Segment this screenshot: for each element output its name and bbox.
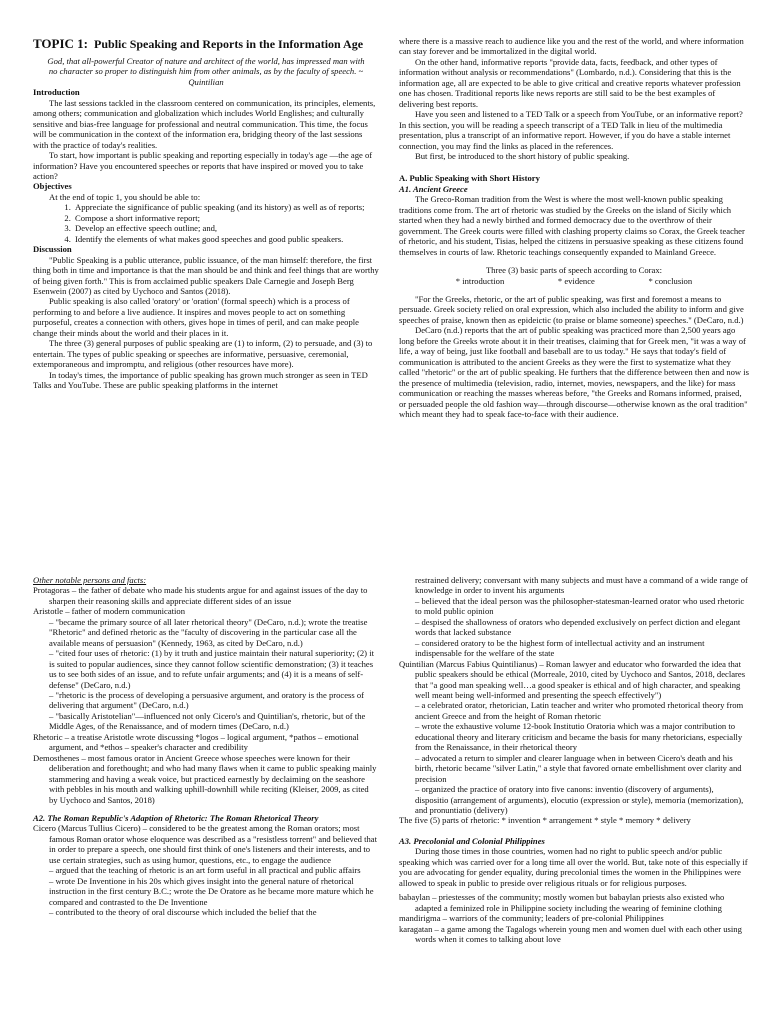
greeks-rhetoric-quote: "For the Greeks, rhetoric, or the art of public speaking, was first and foremost a means to persuade. Greek society relied on oral expression, which also included the ability to inform and give speeches of praise, known then as epideictic (to praise or blame someone) speeches." (DeCaro, n.d.) [399, 293, 744, 325]
cicero-note: – believed that the ideal person was the philosopher-statesman-learned orator who used rhetoric to mold public opinion [415, 595, 745, 617]
corax-parts-list [399, 276, 749, 286]
section-a-heading: A. Public Speaking with Short History [399, 173, 540, 184]
objective-item: 2. Compose a short informative report; [73, 213, 379, 223]
cicero-note: – argued that the teaching of rhetoric is an art form useful in all practical and public affairs [49, 865, 361, 876]
discussion-paragraph-1: "Public Speaking is a public utterance, public issuance, of the man himself: therefore, the first thing both in time and importance is that the man should be and think and feel things that are worthy of being given forth." This is from acclaimed public speakers Dale Carnegie and Joseph Berg Esenwein (2007) as cited by Uychoco and Santos (2018). [33, 254, 379, 296]
reports-paragraph: On the other hand, informative reports "provide data, facts, feedback, and other types of information without analysis or recommendations" (Lombardo, n.d.). Considering that this is the information age, all are expected to be able to give critical and creative reports whatever profession one has chosen. Traditional reports like news reports are still said to be the best examples of delivering best reports. [399, 56, 741, 109]
karagatan-entry: karagatan – a game among the Tagalogs wherein young men and women duel with each other using words when it comes to talking about love [399, 923, 742, 944]
discussion-paragraph-3: The three (3) general purposes of public speaking are (1) to inform, (2) to persuade, and (3) to entertain. The types of public speaking or speeches are informative, persuasive, ceremonial, extemporaneous and impromptu, and religious (other resources have more). [33, 338, 373, 370]
babaylan-entry: babaylan – priestesses of the community; mostly women but babaylan priests also existed who adapted a feminized role in Philippine society including the wearing of feminine clothing [399, 892, 725, 913]
top-right-column [399, 36, 749, 419]
aristotle-note: – "cited four uses of rhetoric: (1) by it truth and justice maintain their natural superiority; (2) it is suited to popular audiences, since they cannot follow scientific demonstration; (3) it teaches us to see both sides of an issue, and to refute unfair arguments; and (4) it is a means of self-defense" (DeCaro, n.d.) [49, 648, 374, 690]
introduction-heading: Introduction [33, 87, 80, 98]
discussion-paragraph-4: In today's times, the importance of public speaking has grown much stronger as seen in TED Talks and YouTube. These are public speaking platforms in the internet [33, 369, 368, 391]
aristotle-note: – "rhetoric is the process of developing a persuasive argument, and oratory is the process of delivering that argument" (DeCaro, n.d.) [49, 689, 365, 711]
demosthenes-entry: Demosthenes – most famous orator in Ancient Greece whose speeches were known for their deliberation and forethought; and who had many flaws when it came to public speaking mainly stammering and having a weak voice, but practiced earnestly by declaiming on the seashore with pebbles in his mouth and walking uphill-downhill while reciting (Kleiser, 2009, as cited by Uychoco and Santos, 2018) [33, 752, 377, 805]
cicero-note: – despised the shallowness of orators who depended exclusively on perfect diction and elegant words that lacked substance [415, 616, 741, 638]
cicero-note: – considered oratory to be the highest form of intellectual activity and an instrument indispensable for the welfare of the state [415, 637, 705, 659]
objective-item: 1. Appreciate the significance of public speaking (and its history) as well as of reports; [73, 202, 379, 212]
objective-item: 3. Develop an effective speech outline; and, [73, 223, 379, 233]
corax-part: * introduction [455, 275, 505, 286]
section-a3-heading: A3. Precolonial and Colonial Philippines [399, 835, 545, 846]
aristotle-note: – "basically Aristotelian"—influenced not only Cicero's and Quintilian's, rhetoric, but of the Middle Ages, of the Renaissance, and of modern times (DeCaro, n.d.) [49, 710, 366, 732]
quintilian-entry: Quintilian (Marcus Fabius Quintilianus) – Roman lawyer and educator who forwarded the idea that public speakers should be ethical (Morreale, 2010, cited by Uychoco and Santos, 2018, declares that "a good man speaking well…a good speaker is ethical and of high character, and speaking well meant being well-informed and presenting the speech effectively") [399, 658, 746, 700]
bottom-right-column [399, 575, 749, 944]
bottom-left-column [33, 575, 379, 918]
corax-part: * evidence [557, 275, 595, 286]
discussion-heading: Discussion [33, 244, 72, 255]
section-a1-heading: A1. Ancient Greece [399, 183, 468, 194]
mandirigma-entry: mandirigma – warriors of the community; leaders of pre-colonial Philippines [399, 913, 664, 924]
ted-talk-paragraph: Have you seen and listened to a TED Talk or a speech from YouTube, or an informative report? In this section, you will be reading a speech transcript of a TED Talk in lieu of the multimedia presentation, plus a transcript of an informative report. However, if you do have a stable internet connection, you may find the links as placed in the references. [399, 109, 743, 151]
five-parts-of-rhetoric: The five (5) parts of rhetoric: * invention * arrangement * style * memory * delivery [399, 815, 691, 826]
topic-number: TOPIC 1: [33, 36, 89, 51]
quintilian-note: – advocated a return to simpler and clearer language when in between Cicero's death and his birth, rhetoric became "silver Latin," a style that favored ornate embellishment over clarity and precision [415, 752, 742, 784]
objectives-heading: Objectives [33, 181, 72, 192]
topic-title: Public Speaking and Reports in the Information Age [94, 37, 364, 51]
aristotle-entry: Aristotle – father of modern communication [33, 606, 186, 617]
notable-persons-heading: Other notable persons and facts: [33, 575, 147, 585]
quintilian-note: – wrote the exhaustive volume 12-book Institutio Oratoria which was a major contribution to educational theory and literary criticism and became the basis for many rhetoricians, especially from the Renaissance, in their rhetorical theory [415, 721, 743, 753]
aristotle-note: – "became the primary source of all later rhetorical theory" (DeCaro, n.d.); wrote the treatise "Rhetoric" and defined rhetoric as the "faculty of discovering in the particular case all the available means of persuasion" (Kennedy, 1963, as cited by DeCaro, n.d.) [49, 616, 368, 648]
cicero-note: – wrote De Inventione in his 20s which gives insight into the general nature of rhetorical instruction in the first century B.C.; wrote the De Oratore as he became more mature which he compared and contrasted to the De Inventione [49, 875, 374, 907]
objective-item: 4. Identify the elements of what makes good speeches and good public speakers. [73, 234, 379, 244]
precolonial-paragraph: During those times in those countries, women had no right to public speech and/or public speaking which was carried over for a long time all over the world. But, take note of this especially if you are advocating for gender equality, during precolonial times the women in the Philippines were allowed to speak in public to preside over religious rituals or for religious purposes. [399, 846, 748, 888]
opening-quote: God, that all-powerful Creator of nature and architect of the world, has impressed man with no character so proper to distinguish him from other animals, as by the faculty of speech. ~ Quintilian [47, 56, 365, 87]
greece-paragraph: The Greco-Roman tradition from the West is where the most well-known public speaking traditions come from. The art of rhetoric was studied by the Greeks on the island of Sicily which started when they had a newly birthed and formed democracy due to the overthrow of their government. The Greek courts were filled with clashing property claims so Corax, the Greek teacher of rhetoric, and his student, Tisias, helped the citizens in persuasive speaking as these citizens found themselves in courts of law. Rhetoric teachings consequently expanded to Mainland Greece. [399, 194, 745, 257]
continued-paragraph: where there is a massive reach to audience like you and the rest of the world, and where information can stay forever and be immortalized in the digital world. [399, 36, 744, 57]
top-left-column [33, 36, 379, 391]
protagoras-entry: Protagoras – the father of debate who made his students argue for and against issues of the day to sharpen their reasoning skills and appreciate different sides of an issue [33, 585, 368, 606]
objectives-list [33, 202, 379, 244]
quintilian-note: – organized the practice of oratory into five canons: inventio (discovery of arguments), dispositio (arrangement of arguments), elocutio (expression or style), memoria (memorization), and pronuntiatio (delivery) [415, 784, 744, 815]
cicero-note: – contributed to the theory of oral discourse which included the belief that the [49, 907, 317, 918]
intro-paragraph-1: The last sessions tackled in the classroom centered on communication, its principles, elements, among others; communication and globalization which includes World Englishes; and culturally sensitive and bias-free language for professional and neutral communication. This time, the focus will be communication in the context of the information era, bridging theory of the last sessions with the practice of today's realities. [33, 97, 376, 150]
discussion-paragraph-2: Public speaking is also called 'oratory' or 'oration' (formal speech) which is a process of performing to and before a live audience. It inspires and moves people to act on something purposeful, creates a connection with others, gives hope in times of peril, and can make people change their minds about the world and their places in it. [33, 296, 359, 338]
cicero-entry: Cicero (Marcus Tullius Cicero) – considered to be the greatest among the Roman orators; most famous Roman orator whose eloquence was described as a "resistless torrent" and believed that in order to prepare a speech, one should first think of one's listeners and their interests, and to use certain strategies, such as using humor, questions, etc., to engage the audience [33, 823, 377, 865]
history-intro-paragraph: But first, be introduced to the short history of public speaking. [415, 150, 630, 161]
cicero-continued: restrained delivery; conversant with many subjects and must have a command of a wide range of knowledge in order to invent his arguments [415, 575, 748, 596]
objectives-lead: At the end of topic 1, you should be able to: [49, 191, 201, 202]
decaro-paragraph: DeCaro (n.d.) reports that the art of public speaking was practiced more than 2,500 years ago long before the Greeks wrote about it in their treatises, claiming that for Greek men, "it was a way of life, a way of being, just like football and baseball are to us today." He says that today's field of communication is attributed to the ancient Greeks as they were the first to systematize what they called "rhetoric" or the art of public speaking. He furthers that the difference between then and now is the presence of multimedia (television, radio, internet, movies, newspapers, and the like) for mass communication or reaching the masses whereas before, "the Greeks and Romans informed, praised, or persuaded people the old fashion way—through discourse—otherwise known as the oral tradition" which meant they had to speak face-to-face with their audience. [399, 325, 749, 419]
quintilian-note: – a celebrated orator, rhetorician, Latin teacher and writer who promoted rhetorical theory from ancient Greece and from the height of Roman rhetoric [415, 700, 744, 721]
section-a2-heading: A2. The Roman Republic's Adaption of Rhetoric: The Roman Rhetorical Theory [33, 812, 319, 823]
corax-part: * conclusion [648, 275, 693, 286]
intro-paragraph-2: To start, how important is public speaking and reporting especially in today's age —the age of information? Have you encountered speeches or reports that have inspired or moved you to take action? [33, 150, 373, 181]
rhetoric-entry: Rhetoric – a treatise Aristotle wrote discussing *logos – logical argument, *pathos – emotional argument, and *ethos – speaker's character and credibility [33, 731, 359, 753]
corax-parts-label: Three (3) basic parts of speech according to Corax: [485, 265, 663, 276]
page-title [33, 36, 379, 52]
